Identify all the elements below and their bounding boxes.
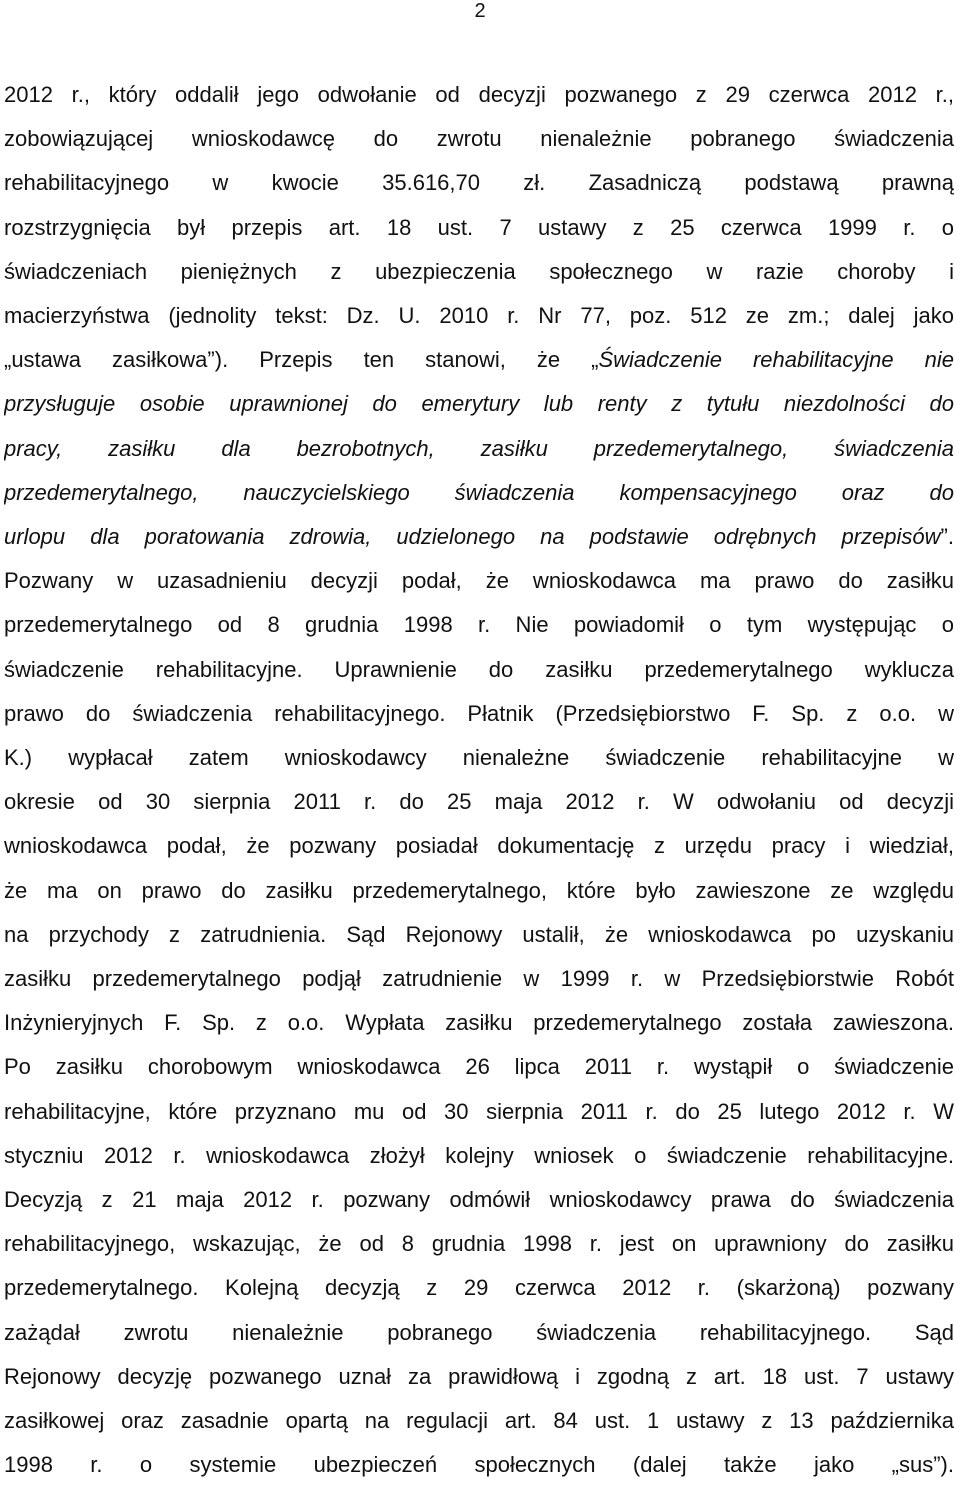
text-segment: przedemerytalnego. Kolejną decyzją z 29 czerwca 2012 r. (skarżoną) pozwany bbox=[4, 1275, 954, 1301]
text-line bbox=[4, 73, 954, 117]
text-segment: okresie od 30 sierpnia 2011 r. do 25 maja 2012 r. W odwołaniu od decyzji bbox=[4, 789, 954, 815]
text-segment: 2012 r., który oddalił jego odwołanie od decyzji pozwanego z 29 czerwca 2012 r., bbox=[4, 82, 954, 107]
text-segment: zażądał zwrotu nienależnie pobranego świadczenia rehabilitacyjnego. Sąd bbox=[4, 1319, 954, 1345]
text-line bbox=[4, 1001, 954, 1045]
quoted-text: urlopu dla poratowania zdrowia, udzielonego na podstawie odrębnych przepisów bbox=[4, 524, 941, 550]
text-line bbox=[4, 913, 954, 957]
text-segment: rozstrzygnięcia był przepis art. 18 ust. 7 ustawy z 25 czerwca 1999 r. o bbox=[4, 214, 954, 240]
text-segment: na przychody z zatrudnienia. Sąd Rejonowy ustalił, że wnioskodawca po uzyskaniu bbox=[4, 921, 954, 947]
text-line bbox=[4, 869, 954, 913]
text-line bbox=[4, 1222, 954, 1266]
text-segment: rehabilitacyjnego w kwocie 35.616,70 zł. Zasadniczą podstawą prawną bbox=[4, 170, 954, 196]
text-segment: Pozwany w uzasadnieniu decyzji podał, że wnioskodawca ma prawo do zasiłku bbox=[4, 568, 954, 594]
text-line bbox=[4, 648, 954, 692]
text-line bbox=[4, 1443, 954, 1487]
text-line bbox=[4, 957, 954, 1001]
text-line bbox=[4, 1399, 954, 1443]
text-segment: ”. bbox=[940, 524, 954, 550]
text-line bbox=[4, 1045, 954, 1089]
text-segment: 1998 r. o systemie ubezpieczeń społecznych (dalej także jako „sus”). bbox=[4, 1452, 954, 1478]
text-segment: przedemerytalnego od 8 grudnia 1998 r. Nie powiadomił o tym występując o bbox=[4, 612, 954, 638]
text-line bbox=[4, 1178, 954, 1222]
text-line bbox=[4, 250, 954, 294]
text-line bbox=[4, 515, 954, 559]
text-line bbox=[4, 559, 954, 603]
page-number: 2 bbox=[474, 0, 486, 22]
text-segment: zasiłkowej oraz zasadnie opartą na regulacji art. 84 ust. 1 ustawy z 13 października bbox=[4, 1408, 954, 1434]
text-line bbox=[4, 427, 954, 471]
text-line bbox=[4, 1311, 954, 1355]
text-line bbox=[4, 692, 954, 736]
text-segment: zasiłku przedemerytalnego podjął zatrudnienie w 1999 r. w Przedsiębiorstwie Robót bbox=[4, 966, 954, 992]
text-segment: świadczenie rehabilitacyjne. Uprawnienie do zasiłku przedemerytalnego wyklucza bbox=[4, 656, 954, 682]
text-segment: Inżynieryjnych F. Sp. z o.o. Wypłata zasiłku przedemerytalnego została zawieszona. bbox=[4, 1010, 954, 1036]
text-segment: K.) wypłacał zatem wnioskodawcy nienależne świadczenie rehabilitacyjne w bbox=[4, 745, 954, 771]
text-segment: Rejonowy decyzję pozwanego uznał za prawidłową i zgodną z art. 18 ust. 7 ustawy bbox=[4, 1363, 954, 1389]
text-segment: prawo do świadczenia rehabilitacyjnego. Płatnik (Przedsiębiorstwo F. Sp. z o.o. w bbox=[4, 700, 954, 726]
text-segment: świadczeniach pieniężnych z ubezpieczenia społecznego w razie choroby i bbox=[4, 258, 954, 284]
quoted-text: pracy, zasiłku dla bezrobotnych, zasiłku przedemerytalnego, świadczenia bbox=[4, 435, 954, 461]
text-line bbox=[4, 206, 954, 250]
text-line bbox=[4, 1134, 954, 1178]
text-segment: „ustawa zasiłkowa”). Przepis ten stanowi, że „ bbox=[4, 347, 599, 373]
text-segment: że ma on prawo do zasiłku przedemerytalnego, które było zawieszone ze względu bbox=[4, 877, 954, 903]
text-line bbox=[4, 736, 954, 780]
text-line bbox=[4, 603, 954, 647]
text-segment: rehabilitacyjne, które przyznano mu od 30 sierpnia 2011 r. do 25 lutego 2012 r. W bbox=[4, 1098, 954, 1124]
text-line bbox=[4, 471, 954, 515]
text-line bbox=[4, 824, 954, 868]
text-segment: rehabilitacyjnego, wskazując, że od 8 grudnia 1998 r. jest on uprawniony do zasiłku bbox=[4, 1231, 954, 1257]
text-line bbox=[4, 382, 954, 426]
text-line bbox=[4, 780, 954, 824]
body-paragraph bbox=[4, 73, 954, 1488]
text-line bbox=[4, 1266, 954, 1310]
text-line bbox=[4, 1355, 954, 1399]
text-line bbox=[4, 117, 954, 161]
text-segment: styczniu 2012 r. wnioskodawca złożył kolejny wniosek o świadczenie rehabilitacyjne. bbox=[4, 1142, 954, 1168]
text-segment: wnioskodawca podał, że pozwany posiadał dokumentację z urzędu pracy i wiedział, bbox=[4, 833, 954, 859]
text-segment: Decyzją z 21 maja 2012 r. pozwany odmówił wnioskodawcy prawa do świadczenia bbox=[4, 1187, 954, 1213]
quoted-text: Świadczenie rehabilitacyjne nie bbox=[598, 347, 954, 373]
text-line bbox=[4, 338, 954, 382]
text-line bbox=[4, 1090, 954, 1134]
text-line bbox=[4, 161, 954, 205]
quoted-text: przysługuje osobie uprawnionej do emerytury lub renty z tytułu niezdolności do bbox=[4, 391, 954, 417]
text-segment: Po zasiłku chorobowym wnioskodawca 26 lipca 2011 r. wystąpił o świadczenie bbox=[4, 1054, 954, 1080]
text-segment: macierzyństwa (jednolity tekst: Dz. U. 2010 r. Nr 77, poz. 512 ze zm.; dalej jako bbox=[4, 303, 954, 329]
text-segment: zobowiązującej wnioskodawcę do zwrotu nienależnie pobranego świadczenia bbox=[4, 126, 954, 152]
quoted-text: przedemerytalnego, nauczycielskiego świadczenia kompensacyjnego oraz do bbox=[4, 479, 954, 505]
text-line bbox=[4, 294, 954, 338]
